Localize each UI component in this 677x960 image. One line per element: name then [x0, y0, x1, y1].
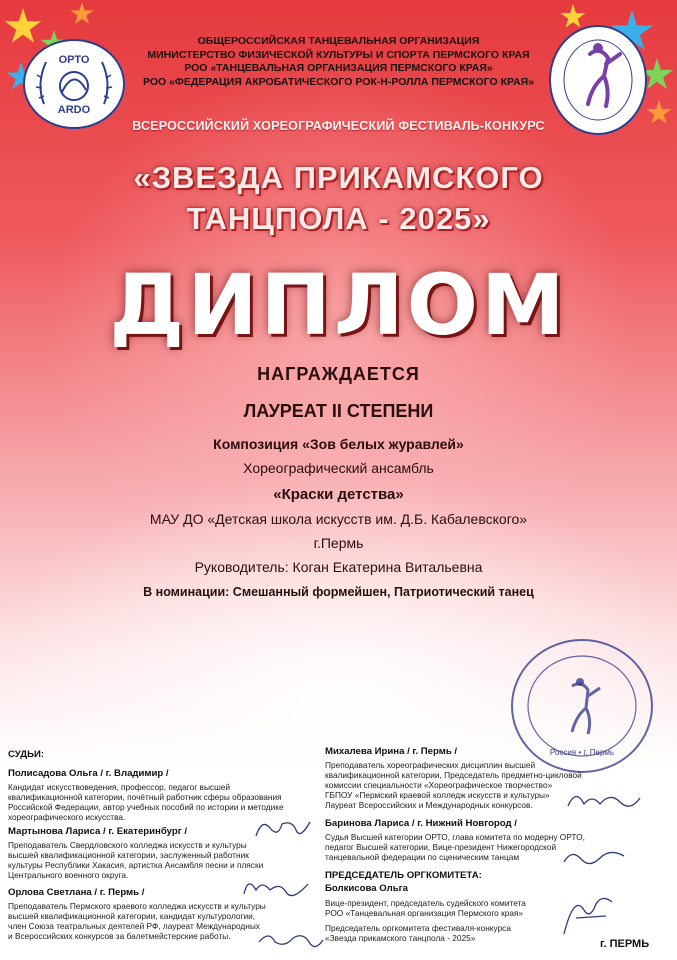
organizers-block: [0, 35, 677, 89]
judges-heading: СУДЬИ:: [8, 749, 45, 760]
description-line: квалификационной категории, почётный работник сферы образования: [8, 792, 282, 802]
judge-name: Мартынова Лариса / г. Екатеринбург /: [8, 826, 188, 837]
description-line: квалификационной категории, Председатель предметно-цикловой: [325, 770, 582, 780]
signature: [240, 874, 310, 900]
description-line: танцевальной федерации по сценическим танцам: [325, 852, 520, 862]
orto-logo-top-text: ОРТО: [58, 54, 90, 66]
description-line: высшей квалификационной категории, кандидат культурологии,: [8, 911, 256, 921]
footer-city: г. ПЕРМЬ: [600, 938, 650, 950]
school-name: МАУ ДО «Детская школа искусств им. Д.Б. Кабалевского»: [149, 511, 528, 527]
description-line: Кандидат искусствоведения, профессор, педагог высшей: [8, 782, 230, 792]
orto-logo-bottom-text: ARDO: [57, 104, 91, 116]
orgcommittee-name: Болкисова Ольга: [325, 883, 408, 894]
description-line: Вице-президент, председатель судейского комитета: [325, 898, 526, 908]
orgcommittee-heading: ПРЕДСЕДАТЕЛЬ ОРГКОМИТЕТА:: [325, 870, 482, 881]
signature: [255, 928, 325, 950]
stamp-bottom-text: Россия • г. Пермь: [549, 748, 615, 757]
laureate-degree: ЛАУРЕАТ II СТЕПЕНИ: [243, 401, 434, 421]
organizer-line: ОБЩЕРОССИЙСКАЯ ТАНЦЕВАЛЬНАЯ ОРГАНИЗАЦИЯ: [197, 35, 480, 47]
description-line: ГБПОУ «Пермский краевой колледж искусств и культуры»: [325, 790, 550, 800]
description-line: Преподаватель Пермского краевого колледжа искусств и культуры: [8, 901, 266, 911]
description-line: «Звезда прикамского танцпола - 2025»: [325, 933, 476, 943]
organizer-line: РОО «ТАНЦЕВАЛЬНАЯ ОРГАНИЗАЦИЯ ПЕРМСКОГО КРАЯ»: [184, 62, 493, 74]
organizer-line: РОО «ФЕДЕРАЦИЯ АКРОБАТИЧЕСКОГО РОК-Н-РОЛЛА ПЕРМСКОГО КРАЯ»: [142, 75, 535, 88]
festival-title-line-2: ТАНЦПОЛА - 2025»: [186, 201, 491, 236]
description-line: культуры Республики Хакасия, артистка Ансамбля песни и пляски: [8, 860, 264, 870]
description-line: Российской Федерации, автор учебных пособий по истории и методике: [8, 802, 284, 812]
description-line: высшей квалификационной категории, заслуженный работник: [8, 850, 249, 860]
description-line: член Союза театральных деятелей РФ, лауреат Международных: [8, 921, 260, 931]
signature: [252, 814, 312, 844]
city-line: г.Пермь: [313, 535, 364, 551]
star-decoration: [70, 2, 94, 26]
judge-name: Михалева Ирина / г. Пермь /: [325, 746, 458, 757]
nomination-line: В номинации: Смешанный формейшен, Патриотический танец: [143, 585, 534, 599]
diploma-heading: ДИПЛОМ: [109, 256, 568, 354]
signature: [562, 786, 642, 816]
description-line: педагог Высшей категории, Вице-президент Нижегородской: [325, 842, 557, 852]
composition-name: Композиция «Зов белых журавлей»: [213, 436, 464, 452]
festival-subtitle: ВСЕРОССИЙСКИЙ ХОРЕОГРАФИЧЕСКИЙ ФЕСТИВАЛЬ-КОНКУРС: [132, 119, 545, 133]
judge-name: Баринова Лариса / г. Нижний Новгород /: [325, 818, 517, 829]
description-line: комиссии специальности «Хореографическое творчество»: [325, 780, 553, 790]
description-line: Преподаватель хореографических дисциплин высшей: [325, 760, 536, 770]
description-line: Лауреат Всероссийских и Международных конкурсов.: [325, 800, 533, 810]
signature: [560, 846, 626, 872]
signature: [556, 890, 616, 942]
description-line: Судья Высшей категории ОРТО, глава комитета по модерну ОРТО,: [325, 832, 585, 842]
judge-name: Полисадова Ольга / г. Владимир /: [8, 768, 169, 779]
description-line: Преподаватель Свердловского колледжа искусств и культуры: [8, 840, 247, 850]
ensemble-type: Хореографический ансамбль: [243, 460, 434, 476]
description-line: хореографического искусства.: [8, 812, 126, 822]
description-line: РОО «Танцевальная организация Пермского края»: [325, 908, 524, 918]
festival-title-line-1: «ЗВЕЗДА ПРИКАМСКОГО: [133, 160, 544, 195]
awarded-label: НАГРАЖДАЕТСЯ: [257, 364, 420, 384]
organizer-line: МИНИСТЕРСТВО ФИЗИЧЕСКОЙ КУЛЬТУРЫ И СПОРТА ПЕРМСКОГО КРАЯ: [147, 48, 530, 61]
description-line: Центрального военного округа.: [8, 870, 129, 880]
description-line: и Всероссийских конкурсов за балетмейстерские работы.: [8, 931, 231, 941]
leader-line: Руководитель: Коган Екатерина Витальевна: [194, 559, 483, 575]
ensemble-name: «Краски детства»: [273, 486, 404, 503]
description-line: Председатель оргкомитета фестиваля-конкурса: [325, 923, 511, 933]
judge-name: Орлова Светлана / г. Пермь /: [8, 887, 145, 898]
